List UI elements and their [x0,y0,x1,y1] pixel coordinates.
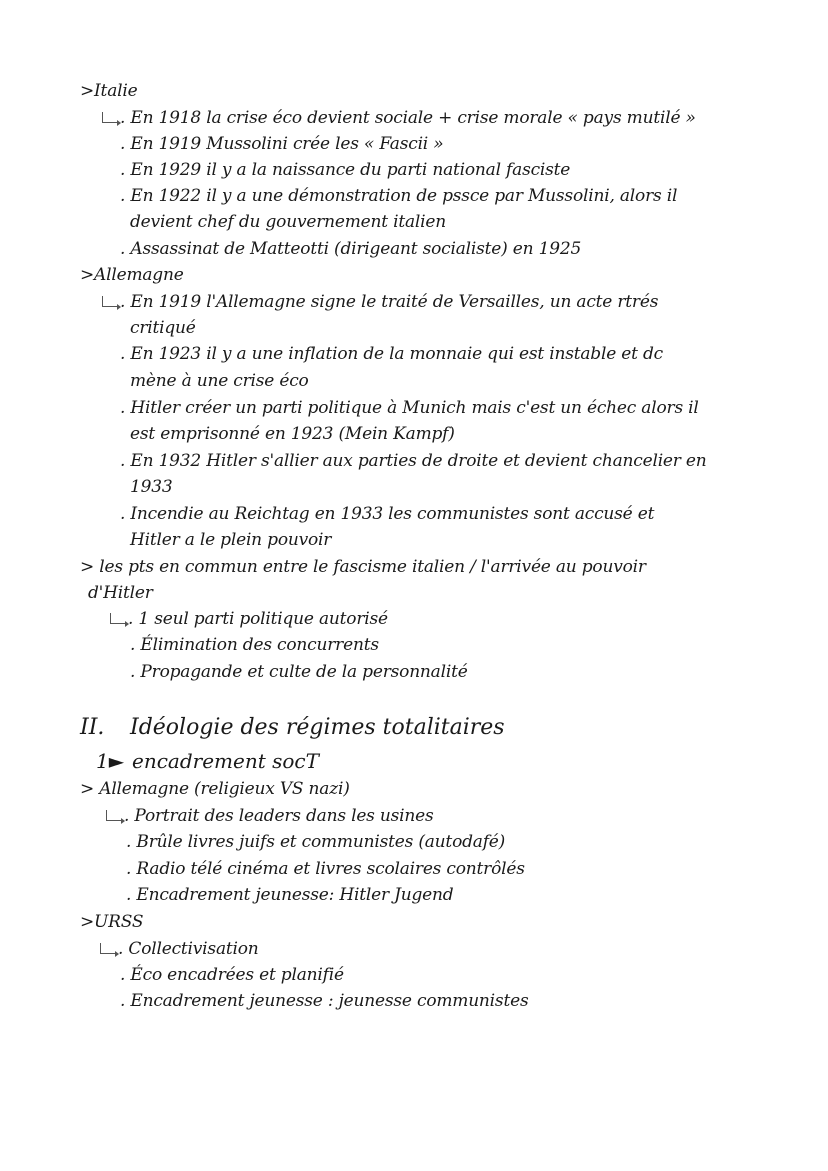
part-title: Idéologie des régimes totalitaires [130,715,505,740]
list-item: . 1 seul parti politique autorisé [128,609,388,629]
list-item: . Brûle livres juifs et communistes (autodafé) [126,832,506,852]
section-header-points-communs: > les pts en commun entre le fascisme italien / l'arrivée au pouvoir [80,557,646,577]
down-right-arrow-icon [102,112,117,123]
list-item: . Radio télé cinéma et livres scolaires contrôlés [126,859,525,879]
list-item: . En 1919 l'Allemagne signe le traité de Versailles, un acte rtrés [120,292,659,312]
list-item-continuation: critiqué [130,318,196,338]
section-header-italie: >Italie [80,81,138,101]
down-right-arrow-icon [100,943,115,954]
list-item: . Encadrement jeunesse : jeunesse communistes [120,991,529,1011]
list-item: . Éco encadrées et planifié [120,965,344,985]
list-item: . En 1919 Mussolini crée les « Fascii » [120,134,444,154]
down-right-arrow-icon [102,296,117,307]
list-item: . Élimination des concurrents [130,635,379,655]
list-item: . En 1923 il y a une inflation de la monnaie qui est instable et dc [120,344,663,364]
list-item: . Hitler créer un parti politique à Munich mais c'est un échec alors il [120,398,699,418]
section-header-urss: >URSS [80,912,144,932]
down-right-arrow-icon [106,810,121,821]
list-item-continuation: mène à une crise éco [130,371,309,391]
list-item: . Encadrement jeunesse: Hitler Jugend [126,885,454,905]
list-item: . En 1922 il y a une démonstration de pssce par Mussolini, alors il [120,186,678,206]
sub-heading-title: encadrement socT [132,749,319,773]
list-item: . Propagande et culte de la personnalité [130,662,468,682]
list-item: . En 1918 la crise éco devient sociale + crise morale « pays mutilé » [120,108,696,128]
part-numeral: II. [80,715,105,740]
list-item: . Collectivisation [118,939,259,959]
list-item: . En 1932 Hitler s'allier aux parties de droite et devient chancelier en [120,451,707,471]
list-item-continuation: est emprisonné en 1923 (Mein Kampf) [130,424,455,444]
list-item-continuation: Hitler a le plein pouvoir [130,530,332,550]
list-item: . Incendie au Reichtag en 1933 les communistes sont accusé et [120,504,655,524]
list-item: . En 1929 il y a la naissance du parti national fasciste [120,160,571,180]
section-header-allemagne-2: > Allemagne (religieux VS nazi) [80,779,350,799]
list-item-continuation: devient chef du gouvernement italien [130,212,447,232]
down-right-arrow-icon [110,613,125,624]
list-item-continuation: 1933 [130,477,173,497]
list-item: . Portrait des leaders dans les usines [124,806,434,826]
list-item: . Assassinat de Matteotti (dirigeant socialiste) en 1925 [120,239,582,259]
sub-heading-marker: 1► [96,749,125,773]
section-header-continuation: d'Hitler [88,583,153,603]
section-header-allemagne: >Allemagne [80,265,184,285]
